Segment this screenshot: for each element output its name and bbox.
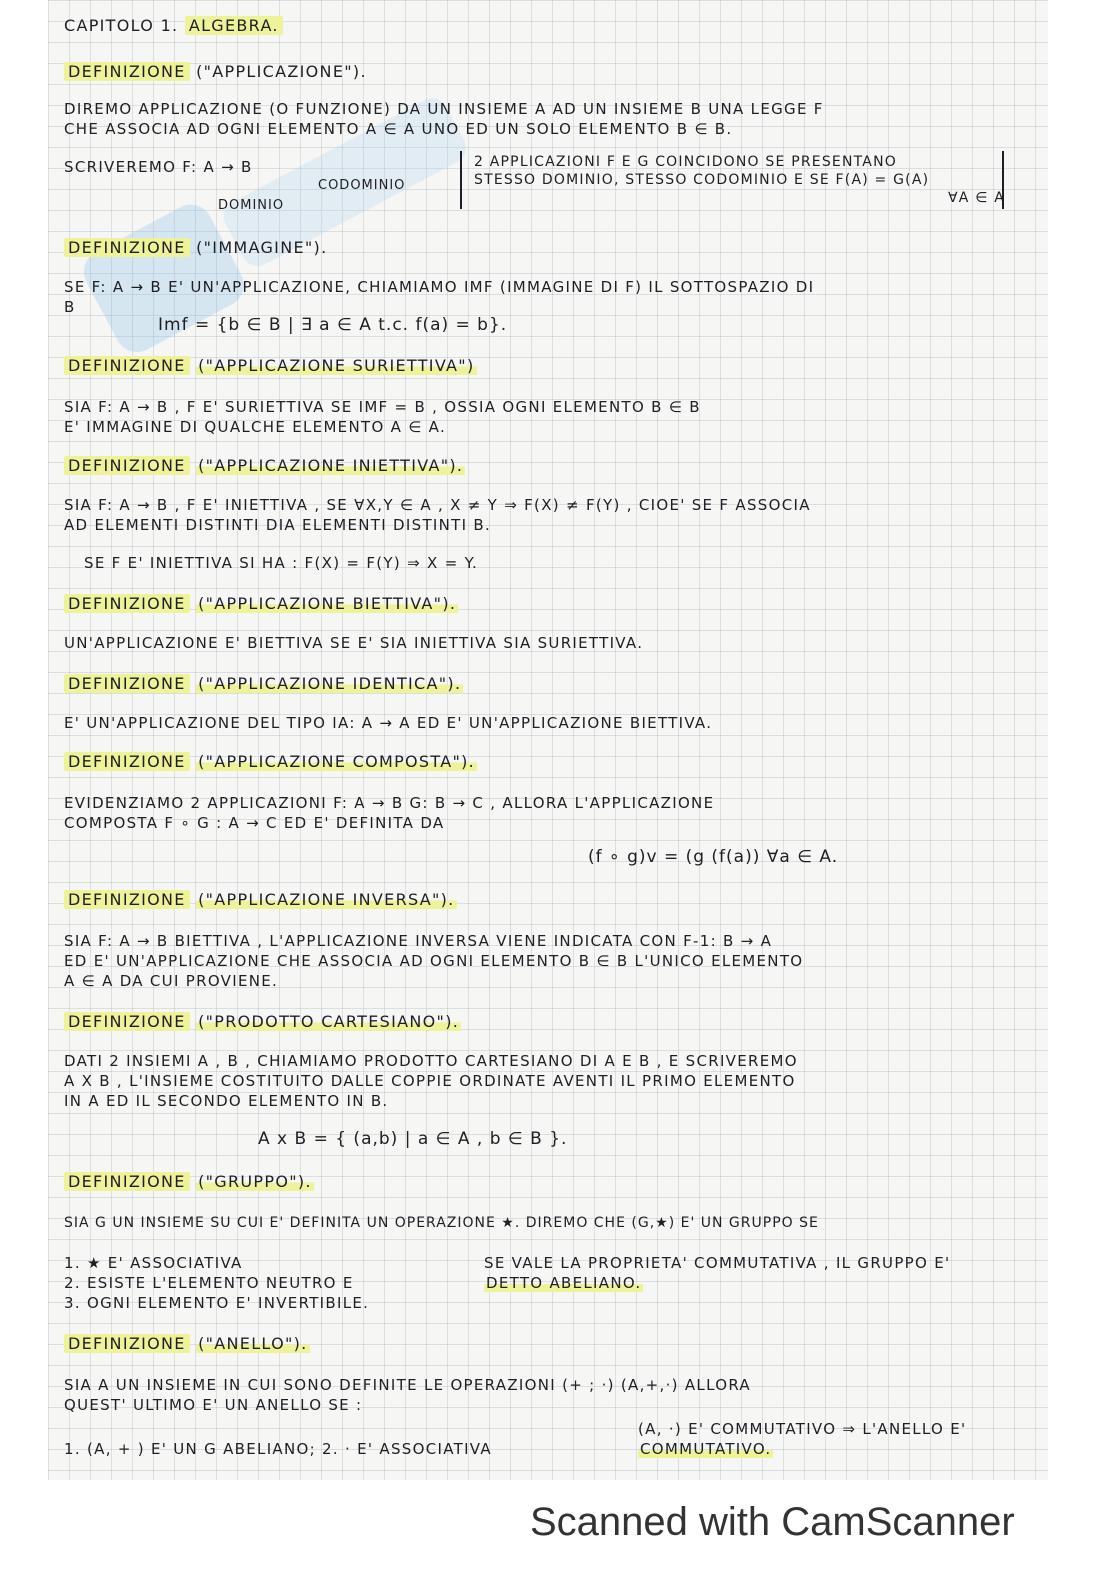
definition-label: DEFINIZIONE xyxy=(64,674,190,693)
definition-term: ("APPLICAZIONE INVERSA"). xyxy=(198,890,455,909)
definition-heading xyxy=(64,1334,1038,1353)
text-line: SE F: A → B E' UN'APPLICAZIONE, CHIAMIAMO IMF (IMMAGINE DI F) IL SOTTOSPAZIO DI xyxy=(64,278,815,296)
domain-label: DOMINIO xyxy=(218,198,285,213)
definition-label: DEFINIZIONE xyxy=(64,238,190,257)
definition-label: DEFINIZIONE xyxy=(64,594,190,613)
list-item: 2. ESISTE L'ELEMENTO NEUTRO E xyxy=(64,1274,354,1292)
definition-label: DEFINIZIONE xyxy=(64,1334,190,1353)
text-line: SIA A UN INSIEME IN CUI SONO DEFINITE LE OPERAZIONI (+ ; ·) (A,+,·) ALLORA xyxy=(64,1376,751,1394)
scanner-watermark: Scanned with CamScanner xyxy=(530,1500,1015,1544)
text-line: SE VALE LA PROPRIETA' COMMUTATIVA , IL GRUPPO E' xyxy=(484,1254,951,1272)
formula-line: (f ∘ g)v = (g (f(a)) ∀a ∈ A. xyxy=(588,847,839,867)
definition-heading xyxy=(64,1012,1038,1031)
definition-heading xyxy=(64,456,1038,475)
definition-term: ("APPLICAZIONE COMPOSTA"). xyxy=(198,752,476,771)
text-line: A X B , L'INSIEME COSTITUITO DALLE COPPIE ORDINATE AVENTI IL PRIMO ELEMENTO xyxy=(64,1072,796,1090)
definition-term: ("APPLICAZIONE"). xyxy=(196,62,367,81)
coincidence-note xyxy=(460,151,1004,209)
definition-term: ("APPLICAZIONE IDENTICA"). xyxy=(198,674,462,693)
definition-label: DEFINIZIONE xyxy=(64,1012,190,1031)
highlighted-term: COMMUTATIVO. xyxy=(640,1440,772,1458)
text-line: DIREMO APPLICAZIONE (O FUNZIONE) DA UN INSIEME A AD UN INSIEME B UNA LEGGE F xyxy=(64,100,824,118)
definition-term: ("PRODOTTO CARTESIANO"). xyxy=(198,1012,460,1031)
list-item: 1. (A, + ) E' UN G ABELIANO; 2. · E' ASSOCIATIVA xyxy=(64,1440,492,1458)
definition-term: ("IMMAGINE"). xyxy=(196,238,328,257)
text-line: COMPOSTA F ∘ G : A → C ED E' DEFINITA DA xyxy=(64,814,445,832)
definition-heading xyxy=(64,890,1038,909)
text-line: QUEST' ULTIMO E' UN ANELLO SE : xyxy=(64,1396,363,1414)
notebook-page xyxy=(48,0,1048,1480)
text-line: E' UN'APPLICAZIONE DEL TIPO IA: A → A ED E' UN'APPLICAZIONE BIETTIVA. xyxy=(64,714,713,732)
definition-heading xyxy=(64,62,1038,81)
chapter-heading xyxy=(64,16,1038,35)
text-line: SE F E' INIETTIVA SI HA : F(X) = F(Y) ⇒ X = Y. xyxy=(84,554,479,572)
text-line: SIA G UN INSIEME SU CUI E' DEFINITA UN OPERAZIONE ★. DIREMO CHE (G,★) E' UN GRUPPO SE xyxy=(64,1215,819,1231)
definition-label: DEFINIZIONE xyxy=(64,752,190,771)
text-line: AD ELEMENTI DISTINTI DIA ELEMENTI DISTINTI B. xyxy=(64,516,492,534)
definition-heading xyxy=(64,238,1038,257)
note-line: STESSO DOMINIO, STESSO CODOMINIO E SE F(A) = G(A) xyxy=(474,172,930,188)
definition-heading xyxy=(64,674,1038,693)
definition-label: DEFINIZIONE xyxy=(64,456,190,475)
watermark-logo xyxy=(49,30,518,400)
text-line: EVIDENZIAMO 2 APPLICAZIONI F: A → B G: B → C , ALLORA L'APPLICAZIONE xyxy=(64,794,715,812)
formula-line: Imf = {b ∈ B | ∃ a ∈ A t.c. f(a) = b}. xyxy=(158,315,508,335)
definition-term: ("GRUPPO"). xyxy=(198,1172,312,1191)
text-line: B xyxy=(64,298,76,316)
definition-label: DEFINIZIONE xyxy=(64,62,190,81)
definition-term: ("APPLICAZIONE BIETTIVA"). xyxy=(198,594,457,613)
definition-label: DEFINIZIONE xyxy=(64,356,190,375)
definition-heading xyxy=(64,752,1038,771)
definition-term: ("APPLICAZIONE INIETTIVA"). xyxy=(198,456,464,475)
text-line: SIA F: A → B , F E' SURIETTIVA SE IMF = B , OSSIA OGNI ELEMENTO B ∈ B xyxy=(64,398,701,416)
definition-label: DEFINIZIONE xyxy=(64,1172,190,1191)
text-line: (A, ·) E' COMMUTATIVO ⇒ L'ANELLO E' xyxy=(638,1420,967,1438)
text-line: A ∈ A DA CUI PROVIENE. xyxy=(64,972,279,990)
text-line: UN'APPLICAZIONE E' BIETTIVA SE E' SIA INIETTIVA SIA SURIETTIVA. xyxy=(64,634,644,652)
text-line: E' IMMAGINE DI QUALCHE ELEMENTO A ∈ A. xyxy=(64,418,447,436)
text-line: CHE ASSOCIA AD OGNI ELEMENTO A ∈ A UNO ED UN SOLO ELEMENTO B ∈ B. xyxy=(64,120,733,138)
text-line: DATI 2 INSIEMI A , B , CHIAMIAMO PRODOTTO CARTESIANO DI A E B , E SCRIVEREMO xyxy=(64,1052,798,1070)
notation-line: SCRIVEREMO F: A → B xyxy=(64,158,253,176)
definition-heading xyxy=(64,594,1038,613)
highlighted-term: DETTO ABELIANO. xyxy=(486,1274,642,1292)
chapter-label: CAPITOLO 1. xyxy=(64,16,179,35)
formula-line: A x B = { (a,b) | a ∈ A , b ∈ B }. xyxy=(258,1129,568,1149)
definition-heading xyxy=(64,1172,1038,1191)
note-line: ∀A ∈ A xyxy=(948,190,1006,206)
definition-term: ("APPLICAZIONE SURIETTIVA") xyxy=(198,356,475,375)
codomain-label: CODOMINIO xyxy=(318,178,406,193)
definition-heading xyxy=(64,356,1038,375)
text-line: SIA F: A → B BIETTIVA , L'APPLICAZIONE INVERSA VIENE INDICATA CON F-1: B → A xyxy=(64,932,773,950)
list-item: 1. ★ E' ASSOCIATIVA xyxy=(64,1254,243,1272)
text-line: ED E' UN'APPLICAZIONE CHE ASSOCIA AD OGNI ELEMENTO B ∈ B L'UNICO ELEMENTO xyxy=(64,952,804,970)
definition-label: DEFINIZIONE xyxy=(64,890,190,909)
text-line: SIA F: A → B , F E' INIETTIVA , SE ∀X,Y ∈ A , X ≠ Y ⇒ F(X) ≠ F(Y) , CIOE' SE F ASSOCIA xyxy=(64,496,811,514)
note-line: 2 APPLICAZIONI F E G COINCIDONO SE PRESENTANO xyxy=(474,154,897,170)
definition-term: ("ANELLO"). xyxy=(198,1334,308,1353)
text-line xyxy=(484,1274,1038,1293)
text-line: IN A ED IL SECONDO ELEMENTO IN B. xyxy=(64,1092,389,1110)
list-item: 3. OGNI ELEMENTO E' INVERTIBILE. xyxy=(64,1294,370,1312)
chapter-title: ALGEBRA. xyxy=(185,16,283,35)
